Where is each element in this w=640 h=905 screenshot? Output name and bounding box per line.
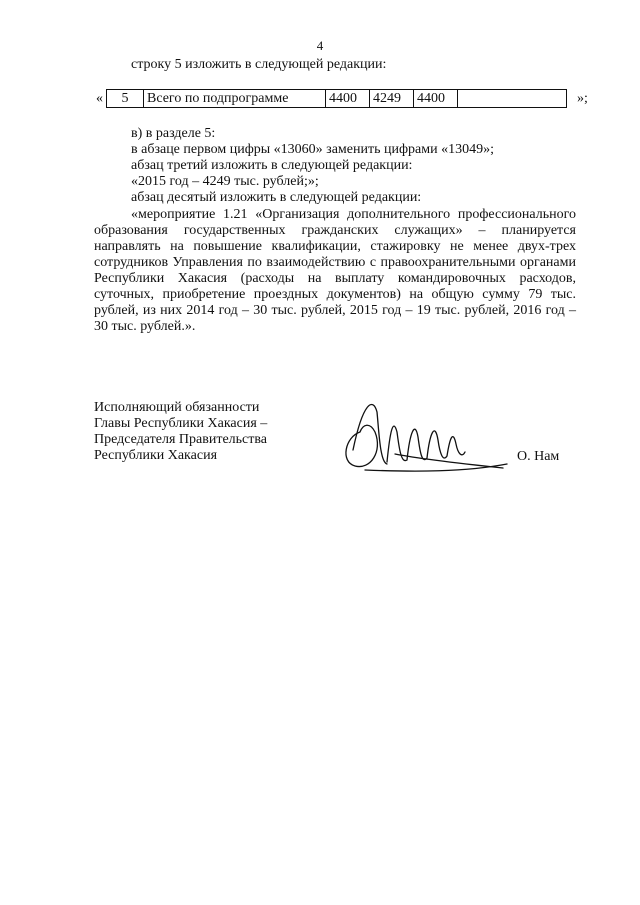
page-number: 4 [316, 38, 324, 53]
table-quote-close: »; [577, 91, 588, 106]
edit-table [106, 89, 567, 108]
signatory-line: Исполняющий обязанности [94, 400, 260, 415]
cell-value-1: 4400 [326, 90, 370, 108]
para10-intro-line: абзац десятый изложить в следующей редакции: [131, 190, 422, 205]
signatory-line: Главы Республики Хакасия – [94, 416, 268, 431]
para3-intro-line: абзац третий изложить в следующей редакции: [131, 158, 413, 173]
section5-line: в) в разделе 5: [131, 126, 216, 141]
cell-value-2: 4249 [370, 90, 414, 108]
cell-value-3: 4400 [414, 90, 458, 108]
signatory-line: Председателя Правительства [94, 432, 268, 447]
table-row [107, 90, 567, 108]
cell-empty [458, 90, 567, 108]
intro-text: строку 5 изложить в следующей редакции: [131, 57, 387, 72]
signatory-block [94, 400, 354, 464]
para3-text-line: «2015 год – 4249 тыс. рублей;»; [131, 174, 319, 189]
paragraph-text: «мероприятие 1.21 «Организация дополнительного профессионального образования государственных гражданских служащих» – планируется направлять на повышение квалификации, стажировку не менее двух-трех сотрудников Управления по взаимодействию с правоохранительными органами Республики Хакасия (расходы на выплату командировочных расходов, суточных, приобретение проездных документов) на общую сумму 79 тыс. рублей, из них 2014 год – 30 тыс. рублей, 2015 год – 19 тыс. рублей, 2016 год – 30 тыс. рублей.». [94, 207, 576, 334]
cell-name: Всего по подпрограмме [144, 90, 326, 108]
table-quote-open: « [96, 91, 103, 106]
cell-number: 5 [107, 90, 144, 108]
signature-image [335, 392, 515, 482]
signatory-line: Республики Хакасия [94, 448, 218, 463]
signer-name: О. Нам [517, 449, 560, 464]
para1-line: в абзаце первом цифры «13060» заменить цифрами «13049»; [131, 142, 494, 157]
